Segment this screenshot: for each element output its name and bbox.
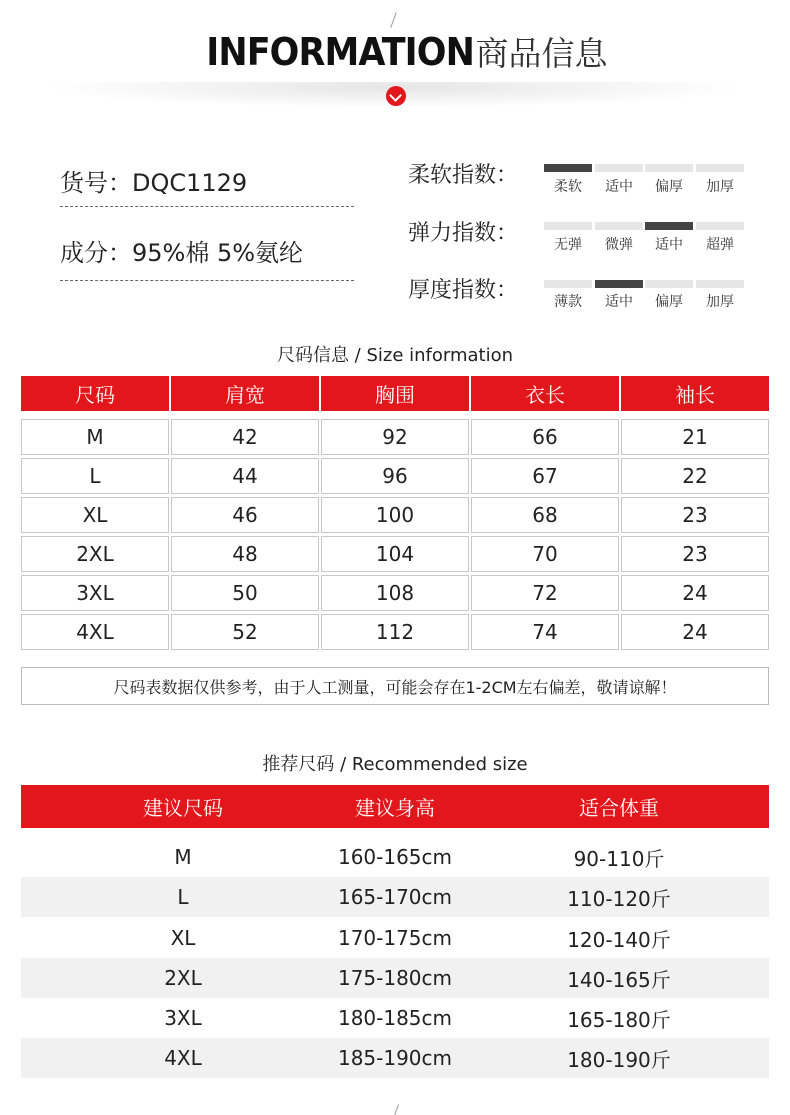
size-table-cell: 21 [621,419,769,455]
recommended-cell: 160-165cm [337,845,453,869]
index-level-bar [595,280,643,288]
recommended-cell: 180-190斤 [567,1047,671,1072]
size-table-cell: 24 [621,614,769,650]
size-table-cell: 72 [471,575,619,611]
index-level-bar [595,164,643,172]
size-table-cell: 3XL [21,575,169,611]
index-option: 微弹 [605,237,633,253]
decor-slash [390,12,396,27]
table-row [21,877,769,917]
size-table-header: 尺码 [21,376,169,411]
index-level-bar [544,164,592,172]
index-option: 加厚 [706,294,734,310]
size-table-cell: 92 [321,419,469,455]
recommended-table-header [21,785,769,828]
size-table-cell: 46 [171,497,319,533]
size-table-cell: 2XL [21,536,169,572]
decor-slash [394,1104,399,1115]
index-option: 薄款 [554,294,582,310]
size-table-cell: 70 [471,536,619,572]
size-table-cell: 4XL [21,614,169,650]
size-table-cell: 24 [621,575,769,611]
index-level-bar [696,280,744,288]
index-level-bar [696,222,744,230]
size-table-cell: 23 [621,497,769,533]
index-label: 柔软指数： [408,163,519,188]
recommended-title: 推荐尺码 / Recommended size [262,754,528,775]
size-table-cell: M [21,419,169,455]
recommended-cell: M [174,845,192,869]
size-info-title: 尺码信息 / Size information [276,345,514,366]
index-label: 弹力指数： [408,221,519,246]
size-table-cell: 108 [321,575,469,611]
size-table-cell: 23 [621,536,769,572]
size-table-cell: L [21,458,169,494]
index-level-bar [595,222,643,230]
index-option: 超弹 [706,237,734,253]
index-level-bar [544,222,592,230]
size-note: 尺码表数据仅供参考，由于人工测量，可能会存在1-2CM左右偏差，敬请谅解！ [21,667,769,705]
header-title-en: INFORMATION [205,29,474,74]
table-row [21,1038,769,1078]
size-table-header: 胸围 [321,376,469,411]
table-row [21,998,769,1038]
recommended-cell: L [177,885,189,909]
size-table-cell: 104 [321,536,469,572]
size-table-cell: 44 [171,458,319,494]
recommended-header-cell: 适合体重 [579,796,659,820]
table-row [21,837,769,877]
chevron-down-icon [386,86,406,106]
size-table-cell: 48 [171,536,319,572]
recommended-cell: 110-120斤 [567,886,671,911]
size-table-cell: 66 [471,419,619,455]
size-table-header: 肩宽 [171,376,319,411]
size-table-cell: 68 [471,497,619,533]
index-option: 适中 [605,179,633,195]
size-table-cell: 74 [471,614,619,650]
size-table-cell: XL [21,497,169,533]
size-table-cell: 112 [321,614,469,650]
page-header [0,28,790,78]
index-option: 偏厚 [655,294,683,310]
product-code: 货号：DQC1129 [60,169,248,197]
recommended-cell: 120-140斤 [567,927,671,952]
recommended-header-cell: 建议身高 [355,796,435,820]
recommended-cell: 140-165斤 [567,967,671,992]
index-option: 无弹 [554,237,582,253]
index-label: 厚度指数： [408,278,519,303]
size-table-cell: 22 [621,458,769,494]
recommended-cell: XL [170,926,196,950]
recommended-cell: 4XL [164,1046,202,1070]
divider [60,206,354,207]
size-table-cell: 52 [171,614,319,650]
index-level-bar [645,164,693,172]
recommended-cell: 90-110斤 [573,846,665,871]
recommended-cell: 185-190cm [337,1046,453,1070]
size-table-header: 袖长 [621,376,769,411]
index-level-bar [645,280,693,288]
size-table-cell: 100 [321,497,469,533]
index-option: 偏厚 [655,179,683,195]
recommended-cell: 180-185cm [337,1006,453,1030]
index-option: 适中 [605,294,633,310]
product-composition: 成分：95%棉 5%氨纶 [60,239,304,267]
recommended-cell: 170-175cm [337,926,453,950]
index-level-bar [696,164,744,172]
index-option: 柔软 [554,179,582,195]
recommended-cell: 2XL [164,966,202,990]
divider [60,280,354,281]
index-option: 适中 [655,237,683,253]
recommended-cell: 175-180cm [337,966,453,990]
size-table-cell: 67 [471,458,619,494]
table-row [21,958,769,998]
recommended-cell: 165-170cm [337,885,453,909]
index-level-bar [544,280,592,288]
index-level-bar [645,222,693,230]
size-table-cell: 50 [171,575,319,611]
size-table-cell: 42 [171,419,319,455]
header-title-cn: 商品信息 [475,34,608,73]
recommended-header-cell: 建议尺码 [143,796,223,820]
recommended-cell: 3XL [164,1006,202,1030]
size-table-cell: 96 [321,458,469,494]
table-row [21,918,769,958]
size-table-header: 衣长 [471,376,619,411]
index-option: 加厚 [706,179,734,195]
recommended-cell: 165-180斤 [567,1007,671,1032]
